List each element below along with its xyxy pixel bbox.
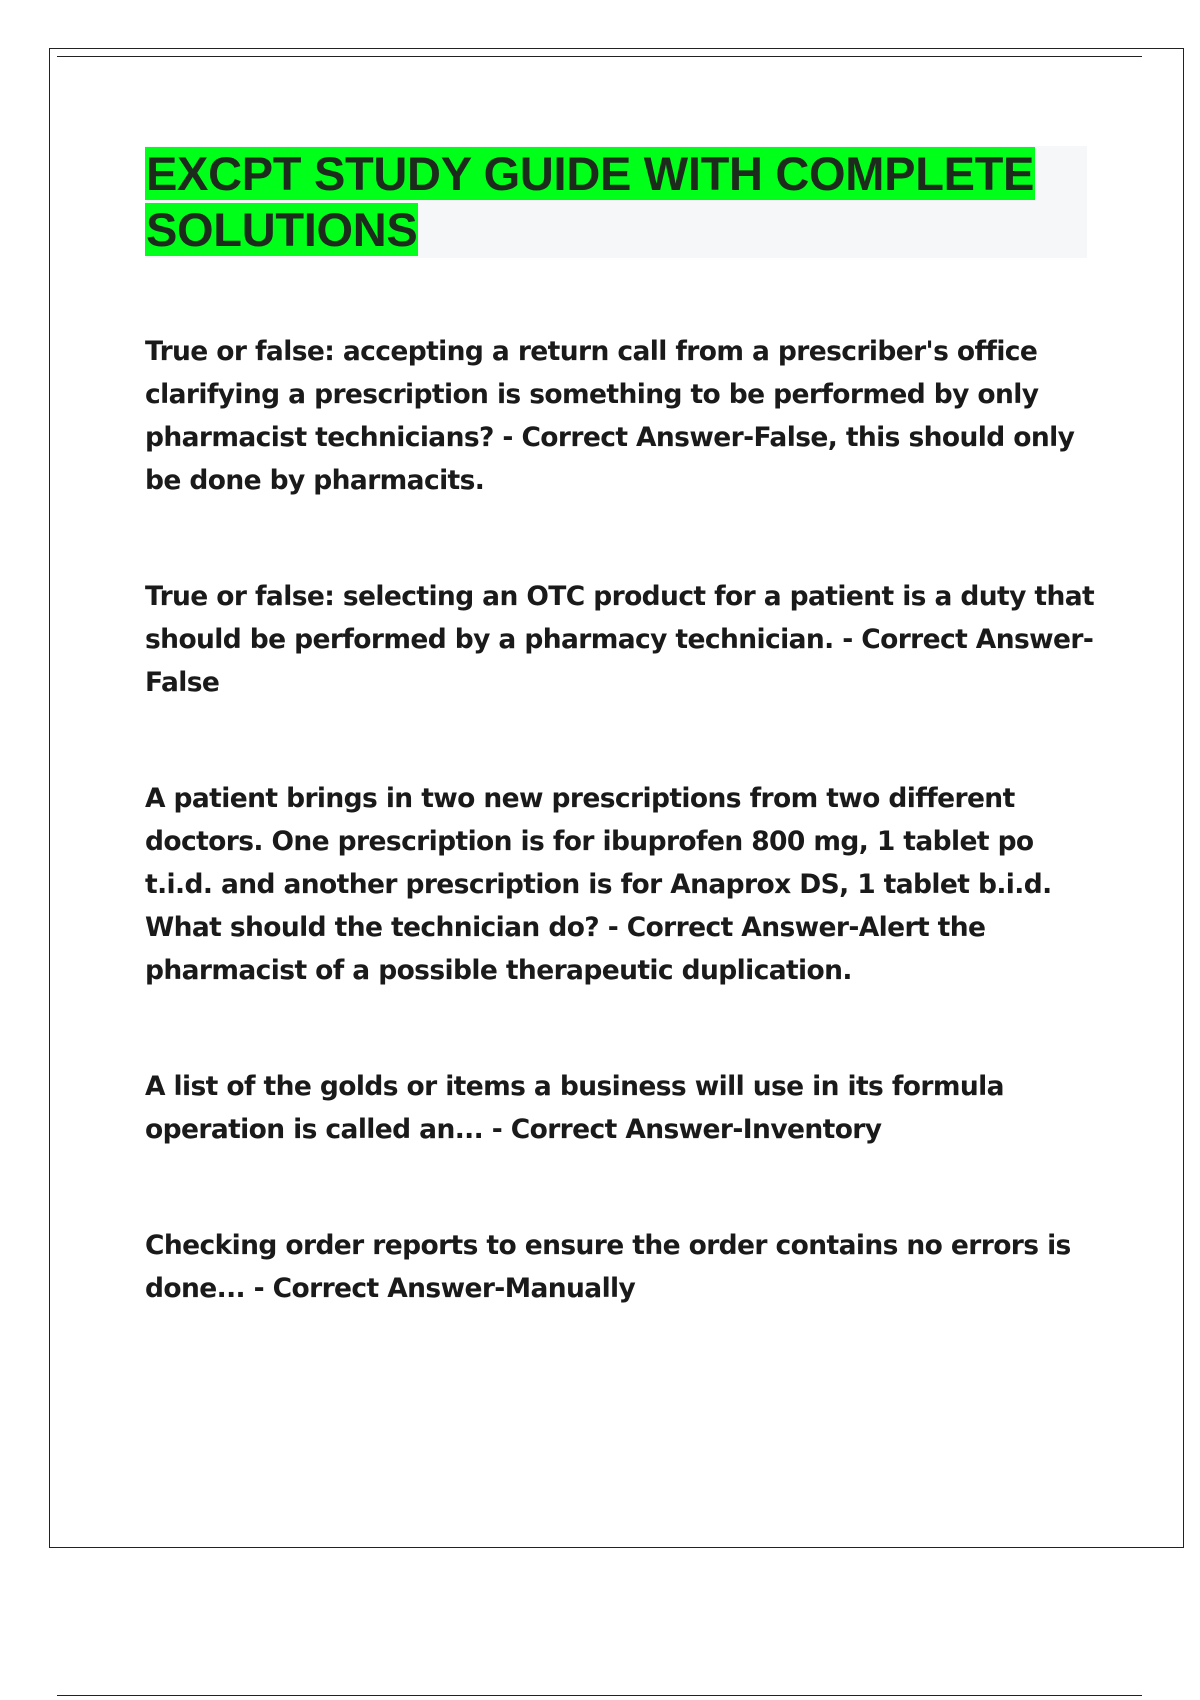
qa-item-1: True or false: accepting a return call from a prescriber's office clarifying a prescription is something to be performed by only pharmacist technicians? - Correct Answer-False, this should only be done by pharmacits. [145, 336, 1075, 496]
qa-item-4: A list of the golds or items a business will use in its formula operation is called an... - Correct Answer-Inventory [145, 1071, 1004, 1145]
title-block [145, 146, 1087, 258]
footer-rule [57, 1695, 1142, 1696]
header-rule [57, 56, 1142, 57]
qa-list [145, 330, 1100, 1383]
qa-item-5: Checking order reports to ensure the order contains no errors is done... - Correct Answer-Manually [145, 1230, 1071, 1304]
title-highlight: EXCPT STUDY GUIDE WITH COMPLETE SOLUTIONS [146, 147, 1035, 256]
qa-item-3: A patient brings in two new prescriptions from two different doctors. One prescription is for ibuprofen 800 mg, 1 tablet po t.i.d. and another prescription is for Anaprox DS, 1 tablet b.i.d. What should the technician do? - Correct Answer-Alert the pharmacist of a possible therapeutic duplication. [145, 783, 1052, 986]
document-title [145, 146, 1087, 258]
qa-item-2: True or false: selecting an OTC product for a patient is a duty that should be performed by a pharmacy technician. - Correct Answer-False [145, 581, 1095, 698]
